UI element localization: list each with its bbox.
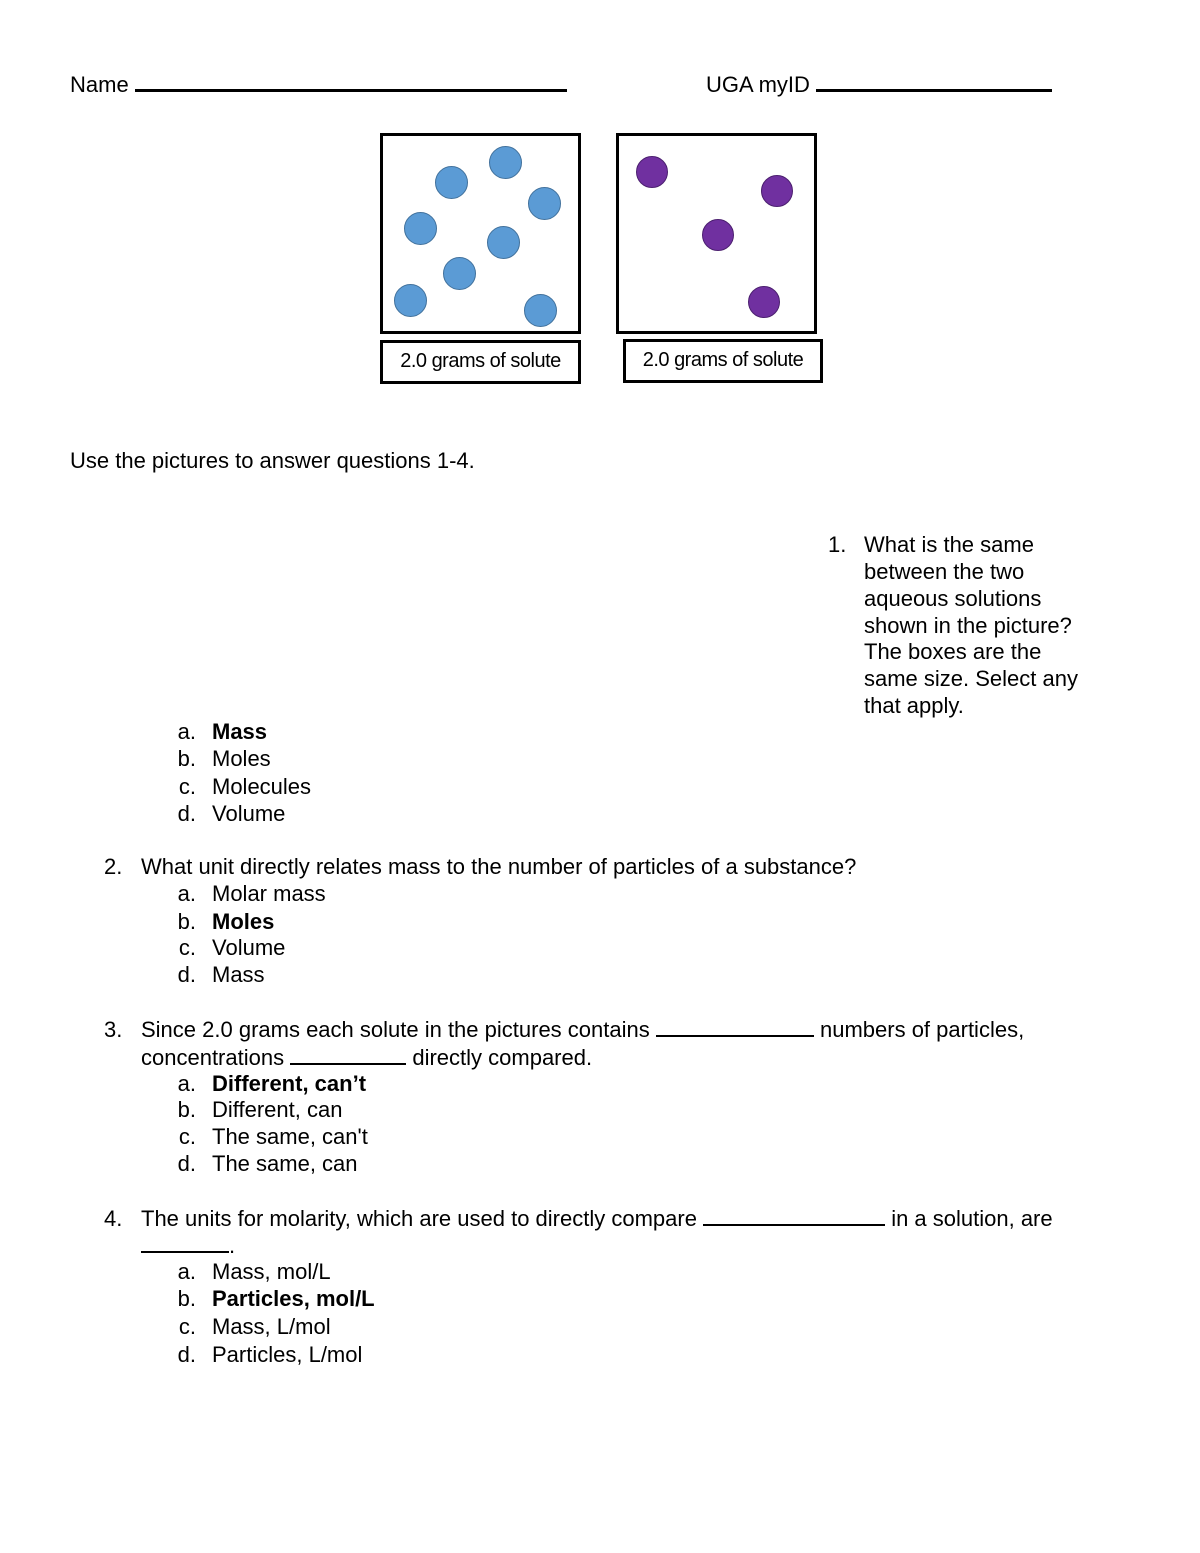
- myid-label: UGA myID: [706, 72, 810, 97]
- option-letter: b.: [177, 746, 196, 771]
- question-text-line: between the two: [864, 559, 1025, 584]
- myid-field: [706, 72, 1052, 98]
- option-text[interactable]: Moles: [212, 909, 275, 934]
- solute-particle: [524, 294, 557, 327]
- question-text-line: shown in the picture?: [864, 613, 1072, 638]
- question-4-line-2: [141, 1232, 235, 1259]
- option-letter: a.: [177, 1259, 196, 1284]
- question-text: concentrations: [141, 1045, 285, 1070]
- question-text-line: What is the same: [864, 532, 1034, 557]
- question-text-line: same size. Select any: [864, 666, 1078, 691]
- solute-particle: [636, 156, 668, 188]
- name-blank[interactable]: [135, 89, 567, 92]
- option-letter: b.: [177, 1097, 196, 1122]
- option-letter: d.: [177, 962, 196, 987]
- question-2-text: What unit directly relates mass to the number of particles of a substance?: [141, 854, 857, 879]
- option-text[interactable]: Mass, L/mol: [212, 1314, 331, 1339]
- solute-particle: [489, 146, 522, 179]
- option-text[interactable]: Mass: [212, 719, 268, 744]
- question-text: The units for molarity, which are used to directly compare: [141, 1206, 697, 1231]
- left-caption: 2.0 grams of solute: [380, 340, 581, 384]
- option-text[interactable]: Molar mass: [212, 881, 326, 906]
- option-letter: a.: [177, 1071, 196, 1096]
- solute-particle: [528, 187, 561, 220]
- name-label: Name: [70, 72, 129, 97]
- option-text[interactable]: Particles, mol/L: [212, 1286, 375, 1311]
- solute-particle: [394, 284, 427, 317]
- answer-blank: [141, 1233, 229, 1253]
- question-text: in a solution, are: [891, 1206, 1053, 1231]
- option-text[interactable]: Moles: [212, 746, 271, 771]
- solute-particle: [435, 166, 468, 199]
- name-field: [70, 72, 567, 98]
- option-letter: c.: [178, 1314, 196, 1339]
- answer-blank: [703, 1206, 885, 1226]
- solute-particle: [487, 226, 520, 259]
- right-solution-box: [616, 133, 817, 334]
- option-text[interactable]: Particles, L/mol: [212, 1342, 363, 1367]
- option-text[interactable]: Volume: [212, 801, 286, 826]
- question-text: .: [229, 1233, 236, 1258]
- option-text[interactable]: Volume: [212, 935, 286, 960]
- solute-particle: [443, 257, 476, 290]
- question-number: 3.: [104, 1017, 123, 1042]
- question-number: 4.: [104, 1206, 123, 1231]
- question-3-line-2: [141, 1044, 592, 1071]
- option-text[interactable]: The same, can: [212, 1151, 358, 1176]
- option-text[interactable]: Different, can: [212, 1097, 343, 1122]
- option-text[interactable]: Mass, mol/L: [212, 1259, 331, 1284]
- question-text: numbers of particles,: [819, 1017, 1025, 1042]
- option-text[interactable]: Mass: [212, 962, 265, 987]
- question-number: 1.: [828, 532, 847, 557]
- option-letter: b.: [177, 1286, 196, 1311]
- myid-blank[interactable]: [816, 89, 1052, 92]
- option-letter: a.: [177, 881, 196, 906]
- question-4-line-1: [141, 1205, 1053, 1232]
- question-text: directly compared.: [412, 1045, 593, 1070]
- question-text-line: The boxes are the: [864, 639, 1042, 664]
- option-letter: b.: [177, 909, 196, 934]
- option-letter: a.: [177, 719, 196, 744]
- option-text[interactable]: Molecules: [212, 774, 312, 799]
- solute-particle: [761, 175, 793, 207]
- instructions: Use the pictures to answer questions 1-4.: [70, 448, 475, 473]
- question-3-line-1: [141, 1016, 1024, 1043]
- option-letter: c.: [178, 935, 196, 960]
- left-solution-box: [380, 133, 581, 334]
- question-number: 2.: [104, 854, 123, 879]
- option-letter: c.: [178, 1124, 196, 1149]
- solute-particle: [702, 219, 734, 251]
- right-caption: 2.0 grams of solute: [623, 339, 823, 383]
- option-letter: d.: [177, 1151, 196, 1176]
- answer-blank: [656, 1017, 814, 1037]
- option-text[interactable]: The same, can't: [212, 1124, 368, 1149]
- option-letter: d.: [177, 1342, 196, 1367]
- answer-blank: [290, 1045, 406, 1065]
- option-letter: c.: [178, 774, 196, 799]
- question-text-line: that apply.: [864, 693, 964, 718]
- question-text-line: aqueous solutions: [864, 586, 1042, 611]
- solute-particle: [404, 212, 437, 245]
- option-letter: d.: [177, 801, 196, 826]
- option-text[interactable]: Different, can’t: [212, 1071, 367, 1096]
- question-text: Since 2.0 grams each solute in the pictures contains: [141, 1017, 650, 1042]
- solute-particle: [748, 286, 780, 318]
